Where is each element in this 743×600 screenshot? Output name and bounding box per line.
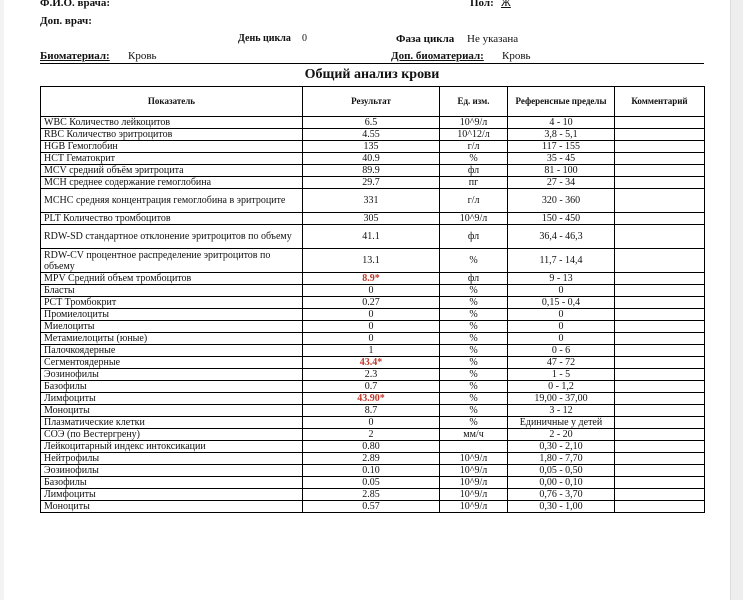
row-parameter-name: HGB Гемоглобин	[41, 141, 303, 153]
row-result: 29.7	[303, 177, 440, 189]
row-comment	[615, 129, 705, 141]
row-unit: %	[440, 321, 508, 333]
table-row	[41, 273, 705, 285]
row-comment	[615, 297, 705, 309]
row-reference-range: 0	[508, 333, 615, 345]
row-reference-range: 0,00 - 0,10	[508, 477, 615, 489]
row-reference-range: 0	[508, 309, 615, 321]
row-parameter-name: Эозинофилы	[41, 465, 303, 477]
row-reference-range: 0 - 1,2	[508, 381, 615, 393]
row-comment	[615, 489, 705, 501]
col-header-reference: Референсные пределы	[508, 87, 615, 117]
row-reference-range: 0,76 - 3,70	[508, 489, 615, 501]
doctor-label: Ф.И.О. врача:	[40, 0, 111, 9]
results-table	[40, 86, 705, 513]
row-reference-range: 0,30 - 1,00	[508, 501, 615, 513]
row-parameter-name: WBC Количество лейкоцитов	[41, 117, 303, 129]
table-row	[41, 141, 705, 153]
cycle-phase-value: Не указана	[467, 33, 519, 45]
row-reference-range: 150 - 450	[508, 213, 615, 225]
row-comment	[615, 189, 705, 213]
row-parameter-name: Моноциты	[41, 501, 303, 513]
row-reference-range: 0,05 - 0,50	[508, 465, 615, 477]
col-header-parameter: Показатель	[41, 87, 303, 117]
row-result: 0.05	[303, 477, 440, 489]
row-parameter-name: Миелоциты	[41, 321, 303, 333]
table-row	[41, 297, 705, 309]
table-row	[41, 285, 705, 297]
row-result: 4.55	[303, 129, 440, 141]
cycle-day-value: 0	[302, 33, 307, 44]
row-comment	[615, 381, 705, 393]
table-row	[41, 321, 705, 333]
row-unit: %	[440, 333, 508, 345]
row-comment	[615, 357, 705, 369]
row-reference-range: 320 - 360	[508, 189, 615, 213]
row-comment	[615, 369, 705, 381]
row-parameter-name: Метамиелоциты (юные)	[41, 333, 303, 345]
row-reference-range: 4 - 10	[508, 117, 615, 129]
extra-biomaterial-value: Кровь	[502, 50, 531, 62]
row-unit: %	[440, 369, 508, 381]
row-reference-range: 0 - 6	[508, 345, 615, 357]
table-row	[41, 117, 705, 129]
row-comment	[615, 477, 705, 489]
table-row	[41, 249, 705, 273]
row-parameter-name: Плазматические клетки	[41, 417, 303, 429]
row-reference-range: 35 - 45	[508, 153, 615, 165]
row-unit: 10^9/л	[440, 501, 508, 513]
row-result: 0	[303, 417, 440, 429]
row-unit: 10^12/л	[440, 129, 508, 141]
row-reference-range: 47 - 72	[508, 357, 615, 369]
row-parameter-name: Лимфоциты	[41, 393, 303, 405]
row-result: 6.5	[303, 117, 440, 129]
row-unit: пг	[440, 177, 508, 189]
row-comment	[615, 333, 705, 345]
row-parameter-name: Нейтрофилы	[41, 453, 303, 465]
row-reference-range: 36,4 - 46,3	[508, 225, 615, 249]
row-unit: 10^9/л	[440, 453, 508, 465]
row-comment	[615, 165, 705, 177]
row-parameter-name: Бласты	[41, 285, 303, 297]
row-unit: %	[440, 393, 508, 405]
row-reference-range: 81 - 100	[508, 165, 615, 177]
cycle-phase-label: Фаза цикла	[396, 33, 455, 45]
table-row	[41, 177, 705, 189]
biomaterial-value: Кровь	[128, 50, 157, 62]
row-unit: г/л	[440, 141, 508, 153]
header-divider	[40, 63, 704, 64]
row-comment	[615, 345, 705, 357]
row-result: 43.4*	[303, 357, 440, 369]
row-unit	[440, 441, 508, 453]
row-comment	[615, 501, 705, 513]
table-row	[41, 189, 705, 213]
table-row	[41, 153, 705, 165]
row-unit: %	[440, 381, 508, 393]
row-comment	[615, 273, 705, 285]
table-row	[41, 213, 705, 225]
table-row	[41, 489, 705, 501]
extra-doctor-label: Доп. врач:	[40, 15, 92, 27]
row-comment	[615, 141, 705, 153]
row-comment	[615, 285, 705, 297]
row-result: 41.1	[303, 225, 440, 249]
row-result: 331	[303, 189, 440, 213]
row-comment	[615, 393, 705, 405]
row-reference-range: 3 - 12	[508, 405, 615, 417]
row-result: 0.10	[303, 465, 440, 477]
row-unit: 10^9/л	[440, 117, 508, 129]
row-result: 8.9*	[303, 273, 440, 285]
row-result: 2.89	[303, 453, 440, 465]
row-parameter-name: Эозинофилы	[41, 369, 303, 381]
table-row	[41, 381, 705, 393]
row-unit: 10^9/л	[440, 489, 508, 501]
row-unit: %	[440, 405, 508, 417]
row-result: 0	[303, 285, 440, 297]
row-parameter-name: СОЭ (по Вестергрену)	[41, 429, 303, 441]
row-result: 8.7	[303, 405, 440, 417]
row-reference-range: 9 - 13	[508, 273, 615, 285]
row-result: 89.9	[303, 165, 440, 177]
table-header-row	[41, 87, 705, 117]
row-comment	[615, 405, 705, 417]
row-comment	[615, 249, 705, 273]
table-row	[41, 477, 705, 489]
row-result: 0.57	[303, 501, 440, 513]
table-row	[41, 405, 705, 417]
table-row	[41, 345, 705, 357]
row-unit: 10^9/л	[440, 477, 508, 489]
row-unit: %	[440, 297, 508, 309]
row-reference-range: 19,00 - 37,00	[508, 393, 615, 405]
row-unit: %	[440, 345, 508, 357]
row-comment	[615, 153, 705, 165]
table-row	[41, 453, 705, 465]
row-result: 0.27	[303, 297, 440, 309]
row-parameter-name: PLT Количество тромбоцитов	[41, 213, 303, 225]
row-reference-range: 0	[508, 321, 615, 333]
row-parameter-name: Моноциты	[41, 405, 303, 417]
row-reference-range: Единичные у детей	[508, 417, 615, 429]
row-parameter-name: Лимфоциты	[41, 489, 303, 501]
row-result: 0	[303, 333, 440, 345]
row-comment	[615, 117, 705, 129]
row-unit: %	[440, 357, 508, 369]
row-comment	[615, 465, 705, 477]
row-result: 305	[303, 213, 440, 225]
row-comment	[615, 309, 705, 321]
row-result: 0	[303, 309, 440, 321]
row-parameter-name: Сегментоядерные	[41, 357, 303, 369]
row-result: 13.1	[303, 249, 440, 273]
row-result: 2	[303, 429, 440, 441]
row-comment	[615, 429, 705, 441]
row-parameter-name: MPV Средний объем тромбоцитов	[41, 273, 303, 285]
row-result: 135	[303, 141, 440, 153]
row-result: 40.9	[303, 153, 440, 165]
row-comment	[615, 417, 705, 429]
row-parameter-name: Базофилы	[41, 381, 303, 393]
col-header-comment: Комментарий	[615, 87, 705, 117]
row-result: 2.3	[303, 369, 440, 381]
table-row	[41, 225, 705, 249]
row-comment	[615, 441, 705, 453]
row-unit: г/л	[440, 189, 508, 213]
row-unit: %	[440, 249, 508, 273]
table-row	[41, 165, 705, 177]
row-reference-range: 1,80 - 7,70	[508, 453, 615, 465]
row-result: 0.7	[303, 381, 440, 393]
table-row	[41, 333, 705, 345]
row-reference-range: 0,30 - 2,10	[508, 441, 615, 453]
row-reference-range: 2 - 20	[508, 429, 615, 441]
row-reference-range: 27 - 34	[508, 177, 615, 189]
row-parameter-name: MCHC средняя концентрация гемоглобина в эритроците	[41, 189, 303, 213]
row-reference-range: 117 - 155	[508, 141, 615, 153]
sex-value: Ж	[501, 0, 511, 9]
row-unit: %	[440, 309, 508, 321]
table-row	[41, 441, 705, 453]
row-comment	[615, 321, 705, 333]
row-unit: %	[440, 417, 508, 429]
row-reference-range: 11,7 - 14,4	[508, 249, 615, 273]
cycle-day-label: День цикла	[238, 33, 291, 44]
row-result: 1	[303, 345, 440, 357]
row-parameter-name: Палочкоядерные	[41, 345, 303, 357]
section-title: Общий анализ крови	[304, 67, 440, 82]
row-unit: фл	[440, 225, 508, 249]
row-unit: %	[440, 285, 508, 297]
row-reference-range: 0	[508, 285, 615, 297]
row-parameter-name: Промиелоциты	[41, 309, 303, 321]
row-parameter-name: MCH среднее содержание гемоглобина	[41, 177, 303, 189]
biomaterial-label: Биоматериал:	[40, 50, 110, 62]
row-result: 0.80	[303, 441, 440, 453]
row-comment	[615, 225, 705, 249]
row-unit: 10^9/л	[440, 465, 508, 477]
row-result: 0	[303, 321, 440, 333]
col-header-result: Результат	[303, 87, 440, 117]
row-parameter-name: Лейкоцитарный индекс интоксикации	[41, 441, 303, 453]
row-comment	[615, 177, 705, 189]
row-result: 2.85	[303, 489, 440, 501]
table-row	[41, 129, 705, 141]
row-parameter-name: MCV средний объём эритроцита	[41, 165, 303, 177]
row-unit: 10^9/л	[440, 213, 508, 225]
sex-label: Пол:	[470, 0, 494, 9]
table-row	[41, 429, 705, 441]
row-parameter-name: HCT Гематокрит	[41, 153, 303, 165]
row-parameter-name: RDW-CV процентное распределение эритроцитов по объему	[41, 249, 303, 273]
row-reference-range: 3,8 - 5,1	[508, 129, 615, 141]
table-row	[41, 357, 705, 369]
row-reference-range: 0,15 - 0,4	[508, 297, 615, 309]
table-row	[41, 417, 705, 429]
row-parameter-name: PCT Тромбокрит	[41, 297, 303, 309]
viewer-left-edge	[0, 0, 4, 600]
row-parameter-name: RBC Количество эритроцитов	[41, 129, 303, 141]
row-comment	[615, 213, 705, 225]
table-row	[41, 309, 705, 321]
row-unit: фл	[440, 165, 508, 177]
table-row	[41, 369, 705, 381]
table-row	[41, 465, 705, 477]
row-parameter-name: Базофилы	[41, 477, 303, 489]
row-comment	[615, 453, 705, 465]
row-unit: мм/ч	[440, 429, 508, 441]
row-reference-range: 1 - 5	[508, 369, 615, 381]
row-result: 43.90*	[303, 393, 440, 405]
table-row	[41, 393, 705, 405]
row-parameter-name: RDW-SD стандартное отклонение эритроцитов по объему	[41, 225, 303, 249]
table-row	[41, 501, 705, 513]
extra-biomaterial-label: Доп. биоматериал:	[391, 50, 484, 62]
row-unit: фл	[440, 273, 508, 285]
col-header-unit: Ед. изм.	[440, 87, 508, 117]
row-unit: %	[440, 153, 508, 165]
viewer-scrollbar[interactable]	[730, 0, 743, 600]
